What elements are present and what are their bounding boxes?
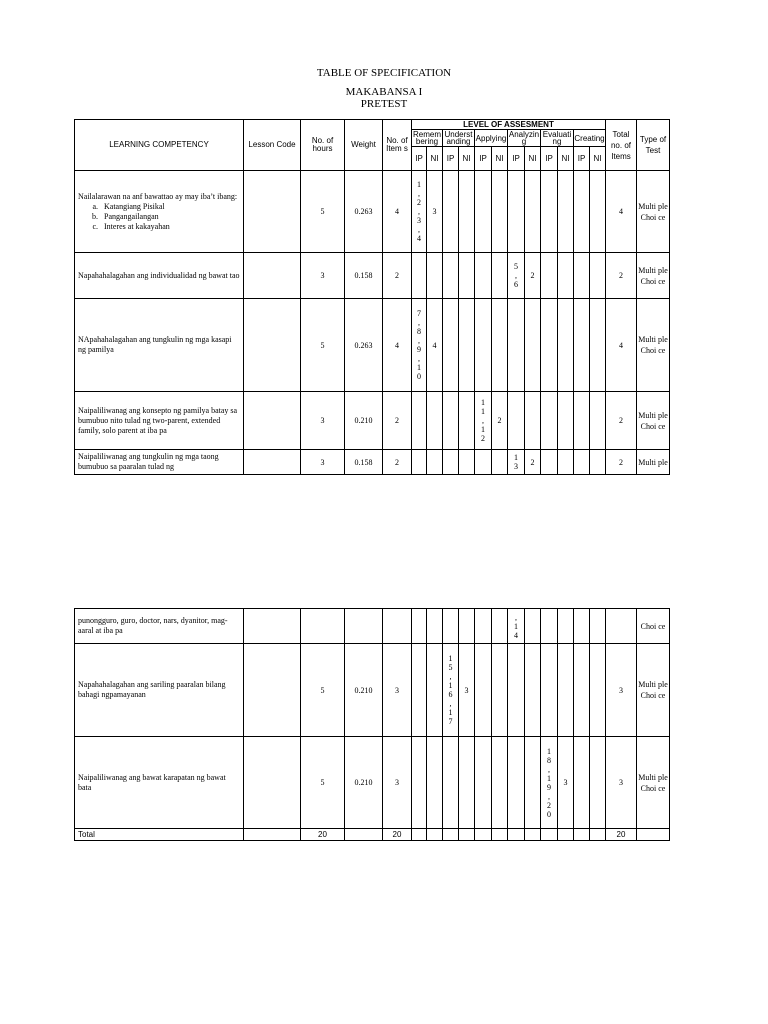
total-row: [75, 829, 670, 841]
ni-cell-level-5: [590, 737, 606, 829]
ip-cell-level-2: [475, 253, 492, 299]
header-ni-0: NI: [427, 147, 443, 171]
lesson-code-cell: [244, 253, 301, 299]
learning-competency-cell: [75, 299, 244, 392]
ip-cell-level-2: [475, 644, 492, 737]
ni-cell-level-5: [590, 644, 606, 737]
ip-cell-level-5: [574, 609, 590, 644]
learning-competency-cell: [75, 644, 244, 737]
total-weight: [345, 829, 383, 841]
total-level-cell: [508, 829, 525, 841]
ni-cell-level-0: [427, 737, 443, 829]
ni-cell-level-0: [427, 450, 443, 475]
header-lesson-code: Lesson Code: [244, 120, 301, 171]
header-total-items: Total no. of Items: [606, 120, 637, 171]
ip-cell-level-0: [412, 644, 427, 737]
ni-cell-level-1: [459, 609, 475, 644]
ni-cell-level-1: [459, 450, 475, 475]
ni-cell-level-3: [525, 392, 541, 450]
items-cell: 2: [383, 392, 412, 450]
hours-cell: [301, 609, 345, 644]
competency-sublist-item: a. Katangiang Pisikal: [100, 202, 240, 212]
test-type-cell: Choi ce: [637, 609, 670, 644]
ip-cell-level-1: [443, 392, 459, 450]
ni-cell-level-4: [558, 171, 574, 253]
ni-cell-level-2: [492, 253, 508, 299]
header-level-remembering: Remem bering: [412, 130, 441, 146]
header-level-applying: Applying: [475, 130, 508, 147]
total-level-cell: [558, 829, 574, 841]
document-subject: MAKABANSA I: [345, 86, 423, 98]
ip-cell-level-4: [541, 644, 558, 737]
lesson-code-cell: [244, 392, 301, 450]
header-weight: Weight: [345, 120, 383, 171]
header-ip-5: IP: [574, 147, 590, 171]
lesson-code-cell: [244, 171, 301, 253]
hours-cell: 5: [301, 737, 345, 829]
ni-cell-level-1: [459, 171, 475, 253]
ip-cell-level-4: [541, 609, 558, 644]
ip-cell-level-0: [412, 392, 427, 450]
competency-text: Naipaliliwanag ang tungkulin ng mga taong bumubuo sa paaralan tulad ng: [78, 452, 219, 471]
weight-cell: 0.210: [345, 737, 383, 829]
ip-cell-level-5: [574, 171, 590, 253]
ip-cell-level-3: [508, 299, 525, 392]
total-level-cell: [427, 829, 443, 841]
ip-cell-level-2: [475, 299, 492, 392]
hours-cell: 5: [301, 644, 345, 737]
competency-text: Naipaliliwanag ang konsepto ng pamilya batay sa bumubuo nito tulad ng two-parent, extended family, solo parent at iba pa: [78, 405, 238, 435]
total-items-cell: [606, 609, 637, 644]
total-test-type: [637, 829, 670, 841]
ip-cell-level-2: [475, 609, 492, 644]
specification-table-page-1: [74, 119, 670, 475]
learning-competency-cell: [75, 171, 244, 253]
ip-cell-level-5: [574, 392, 590, 450]
weight-cell: [345, 609, 383, 644]
ni-cell-level-3: [525, 171, 541, 253]
header-hours: No. of hours: [301, 120, 345, 171]
ip-cell-level-0: [412, 253, 427, 299]
hours-cell: 3: [301, 253, 345, 299]
ip-cell-level-4: [541, 392, 558, 450]
ni-cell-level-0: 4: [427, 299, 443, 392]
ni-cell-level-0: [427, 253, 443, 299]
ip-cell-level-2: 1 1 , 1 2: [475, 392, 492, 450]
ip-cell-level-3: [508, 392, 525, 450]
ip-cell-level-0: 1 , 2 , 3 , 4: [412, 171, 427, 253]
table-row: [75, 253, 670, 299]
header-ni-4: NI: [558, 147, 574, 171]
ni-cell-level-0: [427, 392, 443, 450]
hours-cell: 5: [301, 299, 345, 392]
total-items-cell: 4: [606, 171, 637, 253]
header-ip-4: IP: [541, 147, 558, 171]
header-type-of-test: Type of Test: [637, 120, 670, 171]
header-ni-3: NI: [525, 147, 541, 171]
ip-cell-level-5: [574, 644, 590, 737]
table-row: [75, 609, 670, 644]
weight-cell: 0.210: [345, 644, 383, 737]
lesson-code-cell: [244, 299, 301, 392]
total-level-cell: [443, 829, 459, 841]
items-cell: 4: [383, 171, 412, 253]
header-ni-5: NI: [590, 147, 606, 171]
ni-cell-level-5: [590, 392, 606, 450]
document-test-type: PRETEST: [360, 98, 408, 110]
ip-cell-level-4: [541, 171, 558, 253]
ip-cell-level-3: [508, 737, 525, 829]
test-type-cell: Multi ple Choi ce: [637, 644, 670, 737]
total-hours: 20: [301, 829, 345, 841]
total-items-cell: 4: [606, 299, 637, 392]
weight-cell: 0.263: [345, 299, 383, 392]
header-ip-0: IP: [412, 147, 427, 171]
document-title: TABLE OF SPECIFICATION: [316, 67, 452, 79]
test-type-cell: Multi ple: [637, 450, 670, 475]
ip-cell-level-3: 1 3: [508, 450, 525, 475]
test-type-cell: Multi ple Choi ce: [637, 299, 670, 392]
competency-sublist-item: b. Pangangailangan: [100, 212, 240, 222]
ip-cell-level-2: [475, 450, 492, 475]
competency-sublist-item: c. Interes at kakayahan: [100, 222, 240, 232]
competency-text: Naipaliliwanag ang bawat karapatan ng bawat bata: [78, 772, 226, 792]
total-level-cell: [525, 829, 541, 841]
lesson-code-cell: [244, 644, 301, 737]
ip-cell-level-3: 5 , 6: [508, 253, 525, 299]
total-lesson-code: [244, 829, 301, 841]
ni-cell-level-4: [558, 253, 574, 299]
ni-cell-level-5: [590, 450, 606, 475]
competency-sublist: [78, 202, 240, 232]
ni-cell-level-3: [525, 644, 541, 737]
ni-cell-level-0: [427, 644, 443, 737]
ip-cell-level-1: [443, 450, 459, 475]
ip-cell-level-3: [508, 171, 525, 253]
hours-cell: 5: [301, 171, 345, 253]
ni-cell-level-4: [558, 392, 574, 450]
items-cell: 3: [383, 644, 412, 737]
header-ip-3: IP: [508, 147, 525, 171]
test-type-cell: Multi ple Choi ce: [637, 171, 670, 253]
learning-competency-cell: [75, 392, 244, 450]
header-level-of-assessment: LEVEL OF ASSESMENT: [412, 120, 606, 130]
ip-cell-level-2: [475, 737, 492, 829]
ni-cell-level-2: [492, 737, 508, 829]
total-level-cell: [475, 829, 492, 841]
header-items: No. of Item s: [383, 120, 412, 171]
ni-cell-level-4: [558, 450, 574, 475]
items-cell: 2: [383, 253, 412, 299]
ni-cell-level-5: [590, 171, 606, 253]
lesson-code-cell: [244, 450, 301, 475]
ip-cell-level-2: [475, 171, 492, 253]
learning-competency-cell: [75, 253, 244, 299]
competency-text: Nailalarawan na anf bawattao ay may iba’t ibang:: [78, 191, 238, 201]
total-level-cell: [590, 829, 606, 841]
ni-cell-level-0: 3: [427, 171, 443, 253]
total-label: Total: [75, 829, 244, 841]
ni-cell-level-0: [427, 609, 443, 644]
ip-cell-level-5: [574, 737, 590, 829]
weight-cell: 0.263: [345, 171, 383, 253]
ni-cell-level-2: [492, 299, 508, 392]
ip-cell-level-0: 7 , 8 , 9 , 1 0: [412, 299, 427, 392]
table-row: [75, 299, 670, 392]
total-level-cell: [412, 829, 427, 841]
items-cell: [383, 609, 412, 644]
items-cell: 4: [383, 299, 412, 392]
ip-cell-level-1: [443, 253, 459, 299]
ip-cell-level-5: [574, 450, 590, 475]
table-row: [75, 171, 670, 253]
ip-cell-level-1: [443, 299, 459, 392]
header-ni-2: NI: [492, 147, 508, 171]
header-ip-2: IP: [475, 147, 492, 171]
header-learning-competency: LEARNING COMPETENCY: [75, 120, 244, 171]
weight-cell: 0.158: [345, 253, 383, 299]
learning-competency-cell: [75, 609, 244, 644]
header-ip-1: IP: [443, 147, 459, 171]
table-row: [75, 644, 670, 737]
total-total-items: 20: [606, 829, 637, 841]
ip-cell-level-0: [412, 609, 427, 644]
ni-cell-level-2: [492, 609, 508, 644]
ip-cell-level-5: [574, 299, 590, 392]
competency-text: punongguro, guro, doctor, nars, dyanitor, mag-aaral at iba pa: [78, 616, 228, 635]
ip-cell-level-0: [412, 737, 427, 829]
ni-cell-level-2: [492, 450, 508, 475]
ni-cell-level-5: [590, 299, 606, 392]
competency-text: NApahahalagahan ang tungkulin ng mga kasapi ng pamilya: [78, 335, 232, 354]
header-level-creating: Creating: [574, 130, 606, 147]
ni-cell-level-3: [525, 609, 541, 644]
items-cell: 2: [383, 450, 412, 475]
ni-cell-level-5: [590, 253, 606, 299]
learning-competency-cell: [75, 737, 244, 829]
specification-table-page-2: [74, 608, 670, 841]
header-ni-1: NI: [459, 147, 475, 171]
test-type-cell: Multi ple Choi ce: [637, 253, 670, 299]
total-level-cell: [459, 829, 475, 841]
total-items-cell: 2: [606, 392, 637, 450]
ni-cell-level-2: 2: [492, 392, 508, 450]
total-level-cell: [574, 829, 590, 841]
ip-cell-level-0: [412, 450, 427, 475]
hours-cell: 3: [301, 450, 345, 475]
hours-cell: 3: [301, 392, 345, 450]
ip-cell-level-3: , 1 4: [508, 609, 525, 644]
total-items-cell: 2: [606, 450, 637, 475]
ni-cell-level-4: 3: [558, 737, 574, 829]
total-items-cell: 3: [606, 644, 637, 737]
table-row: [75, 737, 670, 829]
competency-text: Napahahalagahan ang sariling paaralan bilang bahagi ngpamayanan: [78, 680, 226, 699]
ni-cell-level-5: [590, 609, 606, 644]
ni-cell-level-1: [459, 299, 475, 392]
ip-cell-level-4: [541, 299, 558, 392]
ni-cell-level-3: [525, 737, 541, 829]
ni-cell-level-1: [459, 253, 475, 299]
ip-cell-level-3: [508, 644, 525, 737]
ip-cell-level-4: [541, 253, 558, 299]
ni-cell-level-1: [459, 392, 475, 450]
total-items: 20: [383, 829, 412, 841]
header-level-understanding: Underst anding: [444, 130, 473, 146]
ip-cell-level-1: [443, 609, 459, 644]
header-level-analyzing: Analyzin g: [508, 130, 540, 146]
items-cell: 3: [383, 737, 412, 829]
ni-cell-level-2: [492, 171, 508, 253]
ni-cell-level-3: 2: [525, 253, 541, 299]
weight-cell: 0.210: [345, 392, 383, 450]
ni-cell-level-4: [558, 609, 574, 644]
ip-cell-level-1: [443, 737, 459, 829]
ip-cell-level-4: 1 8 , 1 9 , 2 0: [541, 737, 558, 829]
total-level-cell: [492, 829, 508, 841]
weight-cell: 0.158: [345, 450, 383, 475]
ip-cell-level-4: [541, 450, 558, 475]
table-row: [75, 450, 670, 475]
ni-cell-level-3: 2: [525, 450, 541, 475]
table-row: [75, 392, 670, 450]
test-type-cell: Multi ple Choi ce: [637, 392, 670, 450]
ip-cell-level-1: [443, 171, 459, 253]
ni-cell-level-2: [492, 644, 508, 737]
lesson-code-cell: [244, 737, 301, 829]
ni-cell-level-1: [459, 737, 475, 829]
learning-competency-cell: [75, 450, 244, 475]
competency-text: Napahahalagahan ang individualidad ng bawat tao: [78, 270, 240, 280]
header-level-evaluating: Evaluati ng: [541, 130, 574, 147]
ni-cell-level-3: [525, 299, 541, 392]
lesson-code-cell: [244, 609, 301, 644]
ni-cell-level-4: [558, 299, 574, 392]
ni-cell-level-4: [558, 644, 574, 737]
ip-cell-level-5: [574, 253, 590, 299]
ip-cell-level-1: 1 5 , 1 6 , 1 7: [443, 644, 459, 737]
total-level-cell: [541, 829, 558, 841]
total-items-cell: 3: [606, 737, 637, 829]
total-items-cell: 2: [606, 253, 637, 299]
ni-cell-level-1: 3: [459, 644, 475, 737]
test-type-cell: Multi ple Choi ce: [637, 737, 670, 829]
